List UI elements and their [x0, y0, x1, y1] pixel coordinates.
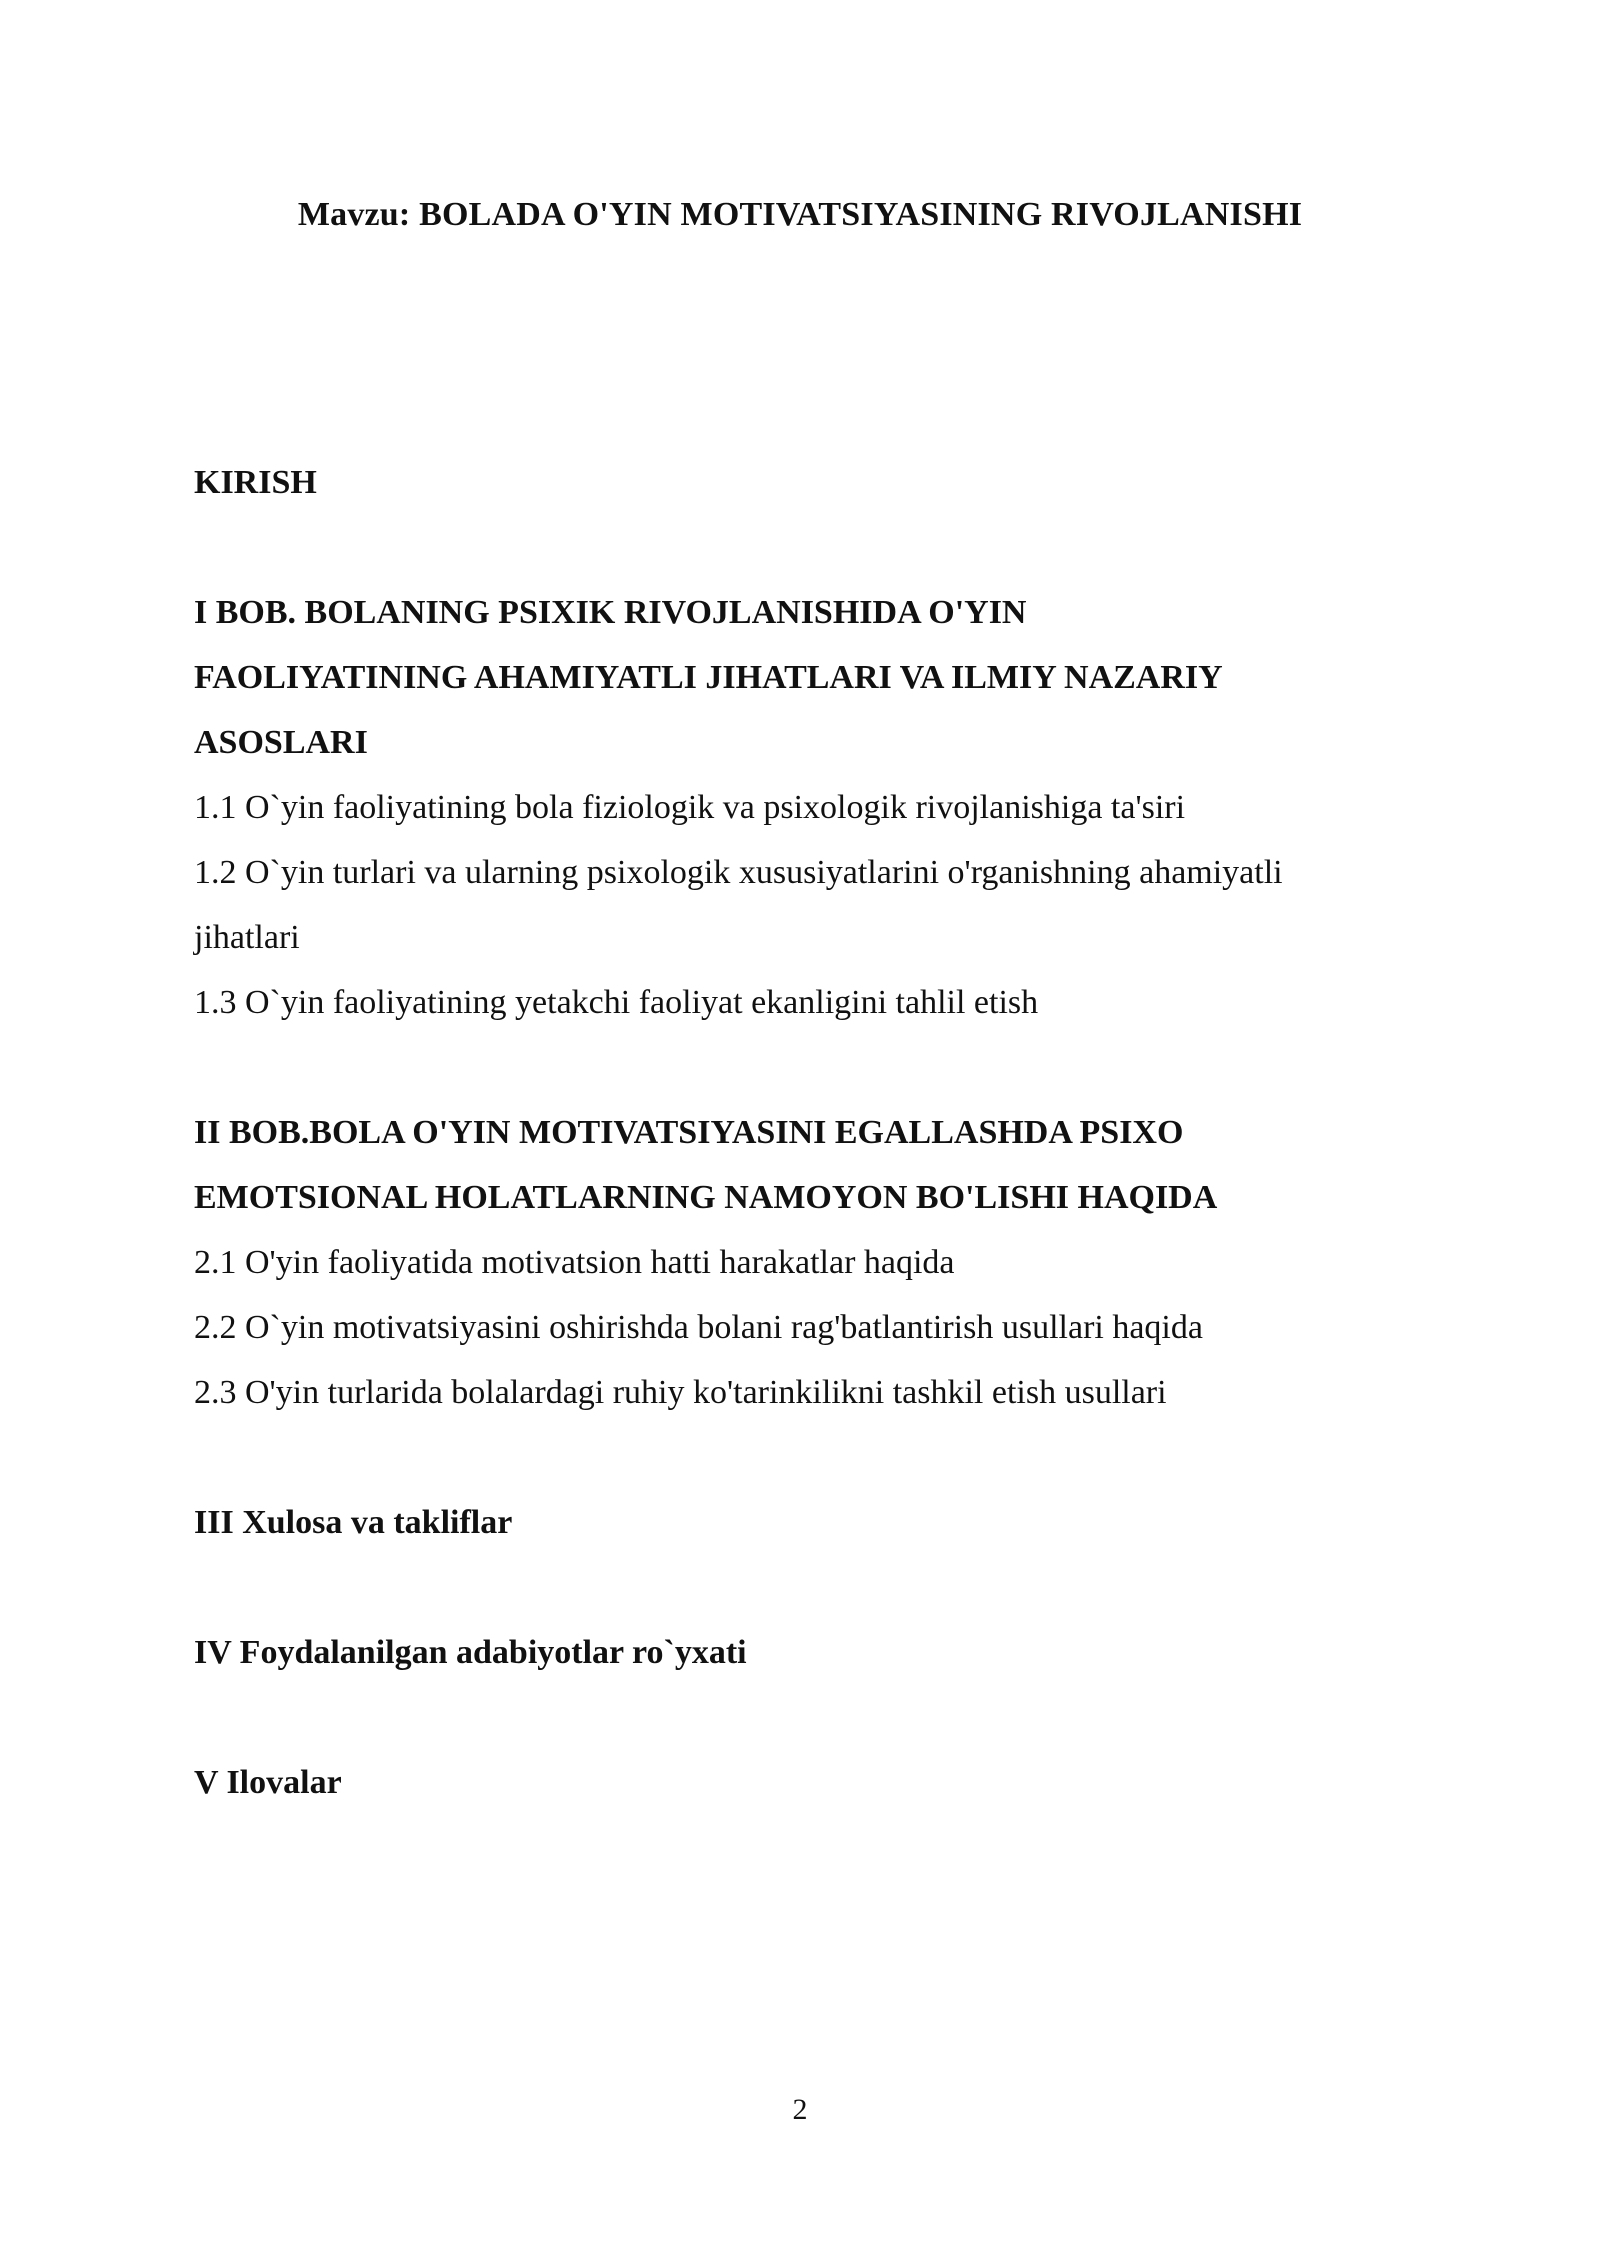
toc-chapter5: V Ilovalar — [194, 1764, 342, 1801]
toc-chapter1-heading-line3: ASOSLARI — [194, 724, 368, 761]
toc-intro: KIRISH — [194, 464, 317, 501]
toc-item-2-3: 2.3 O'yin turlarida bolalardagi ruhiy ko'tarinkilikni tashkil etish usullari — [194, 1374, 1167, 1411]
toc-spacer — [194, 515, 1434, 580]
toc-chapter4: IV Foydalanilgan adabiyotlar ro`yxati — [194, 1634, 747, 1671]
toc-chapter1-heading-line2: FAOLIYATINING AHAMIYATLI JIHATLARI VA ILMIY NAZARIY — [194, 659, 1223, 696]
toc-item-1-2-continued: jihatlari — [194, 919, 300, 956]
toc-item-2-1: 2.1 O'yin faoliyatida motivatsion hatti harakatlar haqida — [194, 1244, 955, 1281]
toc-chapter1-heading-line1: I BOB. BOLANING PSIXIK RIVOJLANISHIDA O'YIN — [194, 594, 1027, 631]
toc-spacer — [194, 1685, 1434, 1750]
document-title: Mavzu: BOLADA O'YIN MOTIVATSIYASINING RIVOJLANISHI — [297, 196, 1303, 233]
toc-chapter3: III Xulosa va takliflar — [194, 1504, 513, 1541]
toc-item-1-3: 1.3 O`yin faoliyatining yetakchi faoliyat ekanligini tahlil etish — [194, 984, 1039, 1021]
toc-spacer — [194, 1035, 1434, 1100]
toc-chapter2-heading-line1: II BOB.BOLA O'YIN MOTIVATSIYASINI EGALLASHDA PSIXO — [194, 1114, 1184, 1151]
toc-item-2-2: 2.2 O`yin motivatsiyasini oshirishda bolani rag'batlantirish usullari haqida — [194, 1309, 1203, 1346]
toc-item-1-1: 1.1 O`yin faoliyatining bola fiziologik va psixologik rivojlanishiga ta'siri — [194, 789, 1186, 826]
table-of-contents — [194, 450, 1434, 1815]
toc-spacer — [194, 1555, 1434, 1620]
toc-item-1-2: 1.2 O`yin turlari va ularning psixologik xususiyatlarini o'rganishning ahamiyatli — [194, 854, 1283, 891]
toc-chapter2-heading-line2: EMOTSIONAL HOLATLARNING NAMOYON BO'LISHI HAQIDA — [194, 1179, 1218, 1216]
page-number: 2 — [792, 2093, 808, 2126]
toc-spacer — [194, 1425, 1434, 1490]
